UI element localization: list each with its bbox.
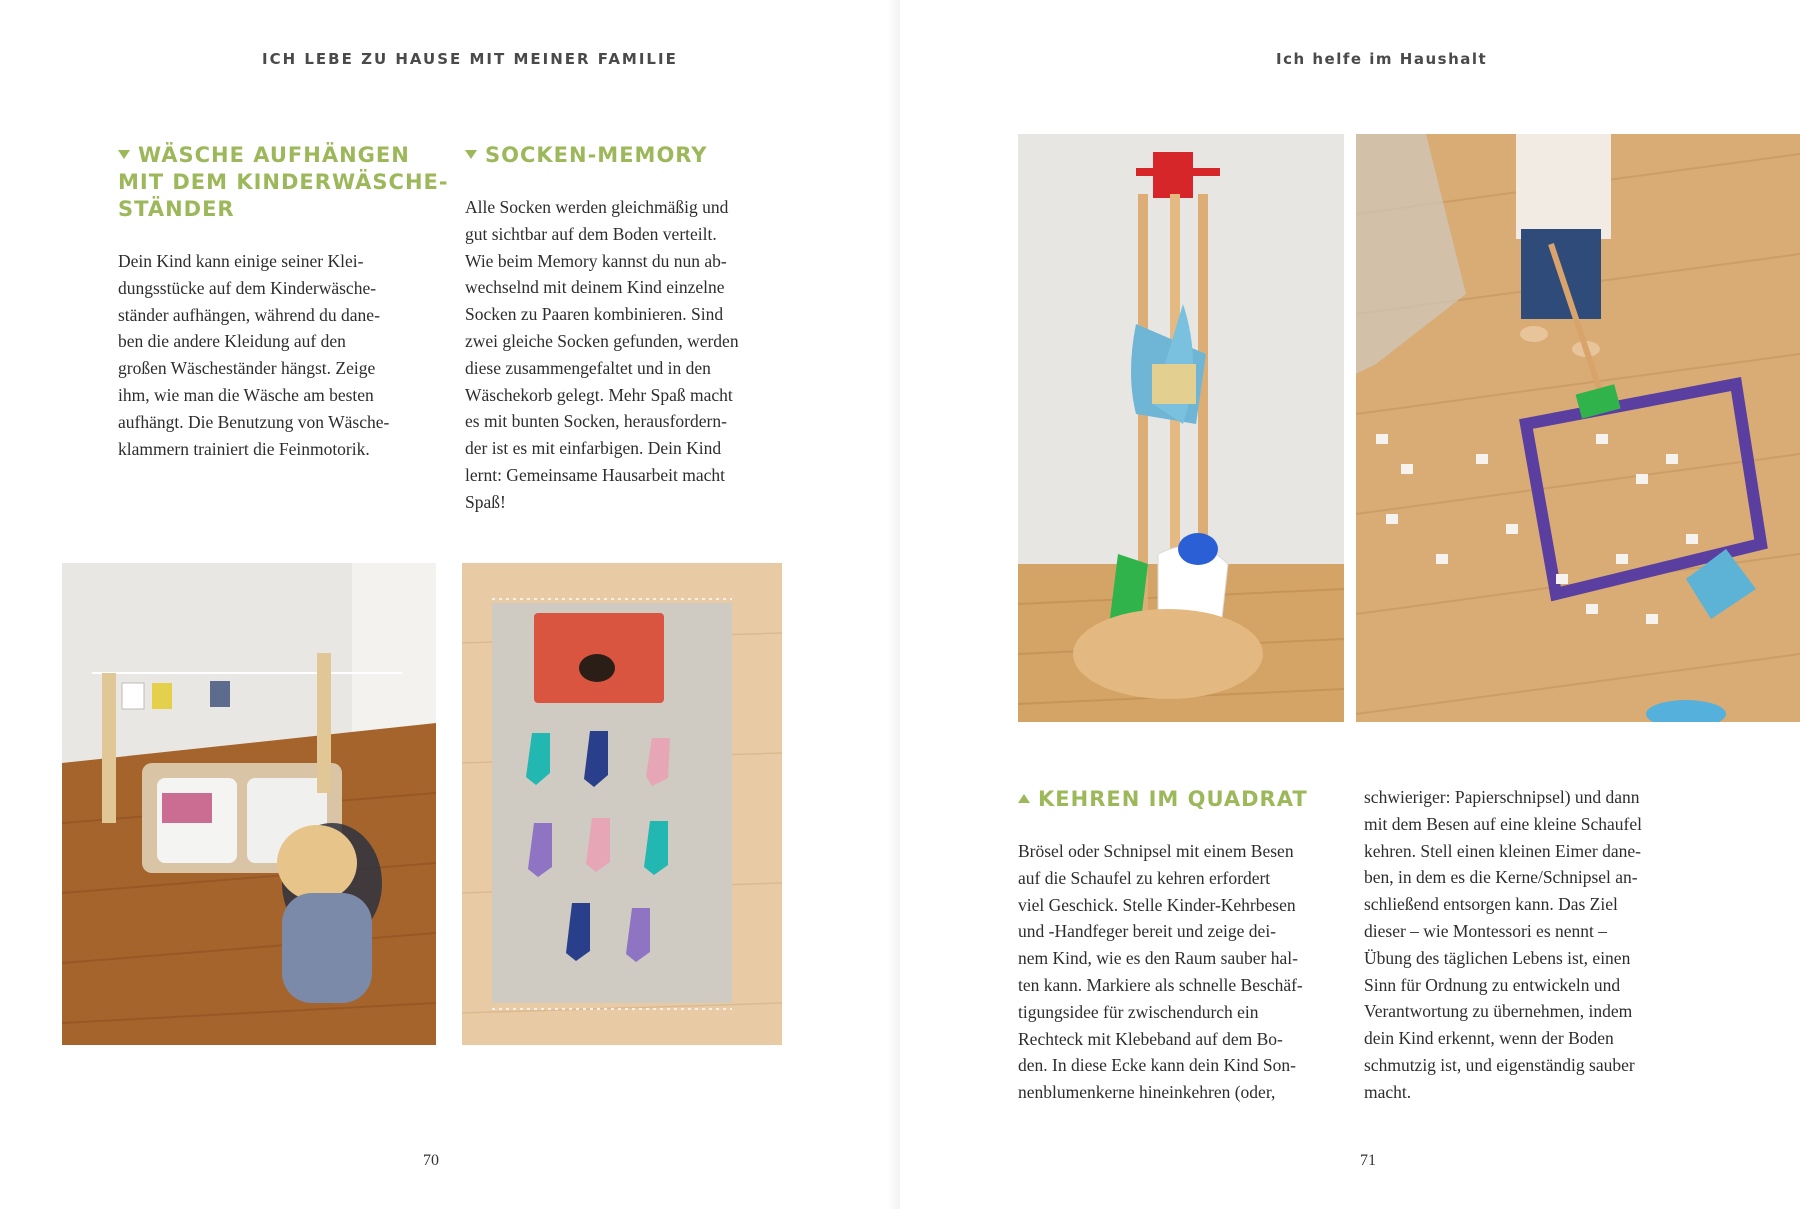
heading-text: KEHREN IM QUADRAT (1038, 787, 1308, 811)
photo-socks-memory (462, 563, 782, 1045)
heading-line: WÄSCHE AUFHÄNGEN (138, 143, 410, 167)
right-page (900, 0, 1800, 1209)
section-body-socken: Alle Socken werden gleichmäßig und gut sichtbar auf dem Boden verteilt. Wie beim Memory kannst du nun ab- wechselnd mit deinem Kind einzelne Socken zu Paaren kombinieren. Sind zwei gleiche Socken gefunden, werden diese zusammengefaltet und in den Wäschekorb gelegt. Mehr Spaß macht es mit bunten Socken, herausfordern- der ist es mit einfarbigen. Dein Kind lernt: Gemeinsame Hausarbeit macht Spaß! (465, 197, 739, 512)
section-heading-waesche (118, 142, 449, 223)
triangle-down-icon (465, 150, 477, 159)
page-number-left: 70 (423, 1152, 439, 1169)
heading-line: MIT DEM KINDERWÄSCHE- (118, 170, 449, 194)
page-number-right: 71 (1360, 1152, 1376, 1169)
section-body-waesche: Dein Kind kann einige seiner Klei- dungsstücke auf dem Kinderwäsche- ständer aufhängen, während du dane- ben die andere Kleidung auf den großen Wäscheständer hängst. Zeige ihm, wie man die Wäsche am besten aufhängt. Die Benutzung von Wäsche- klammern trainiert die Feinmotorik. (118, 251, 390, 459)
section-heading-kehren (1018, 786, 1308, 813)
triangle-down-icon (118, 150, 130, 159)
running-head-right: Ich helfe im Haushalt (1276, 50, 1488, 68)
photo-drying-rack (62, 563, 436, 1045)
section-body-kehren-col2: schwieriger: Papierschnipsel) und dann mit dem Besen auf eine kleine Schaufel kehren. Stell einen kleinen Eimer dane- ben, in dem es die Kerne/Schnipsel an- schließend entsorgen kann. Das Ziel dieser – wie Montessori es nennt – Übung des täglichen Lebens ist, einen Sinn für Ordnung zu entwickeln und Verantwortung zu übernehmen, indem dein Kind erkennt, wenn der Boden schmutzig ist, und eigenständig sauber macht. (1364, 787, 1642, 1102)
heading-line: STÄNDER (118, 197, 235, 221)
section-heading-socken (465, 142, 708, 169)
running-head-left: ICH LEBE ZU HAUSE MIT MEINER FAMILIE (262, 50, 678, 68)
photo-sweeping-square (1356, 134, 1800, 722)
triangle-up-icon (1018, 794, 1030, 803)
section-body-kehren-col1: Brösel oder Schnipsel mit einem Besen auf die Schaufel zu kehren erfordert viel Geschick. Stelle Kinder-Kehrbesen und -Handfeger bereit und zeige dei- nem Kind, wie es den Raum sauber hal- ten kann. Markiere als schnelle Beschäf- tigungsidee für zwischendurch ein Rechteck mit Klebeband auf dem Bo- den. In diese Ecke kann dein Kind Son- nenblumenkerne hineinkehren (oder, (1018, 841, 1303, 1103)
photo-broom-stand (1018, 134, 1344, 722)
heading-text: SOCKEN-MEMORY (485, 143, 708, 167)
